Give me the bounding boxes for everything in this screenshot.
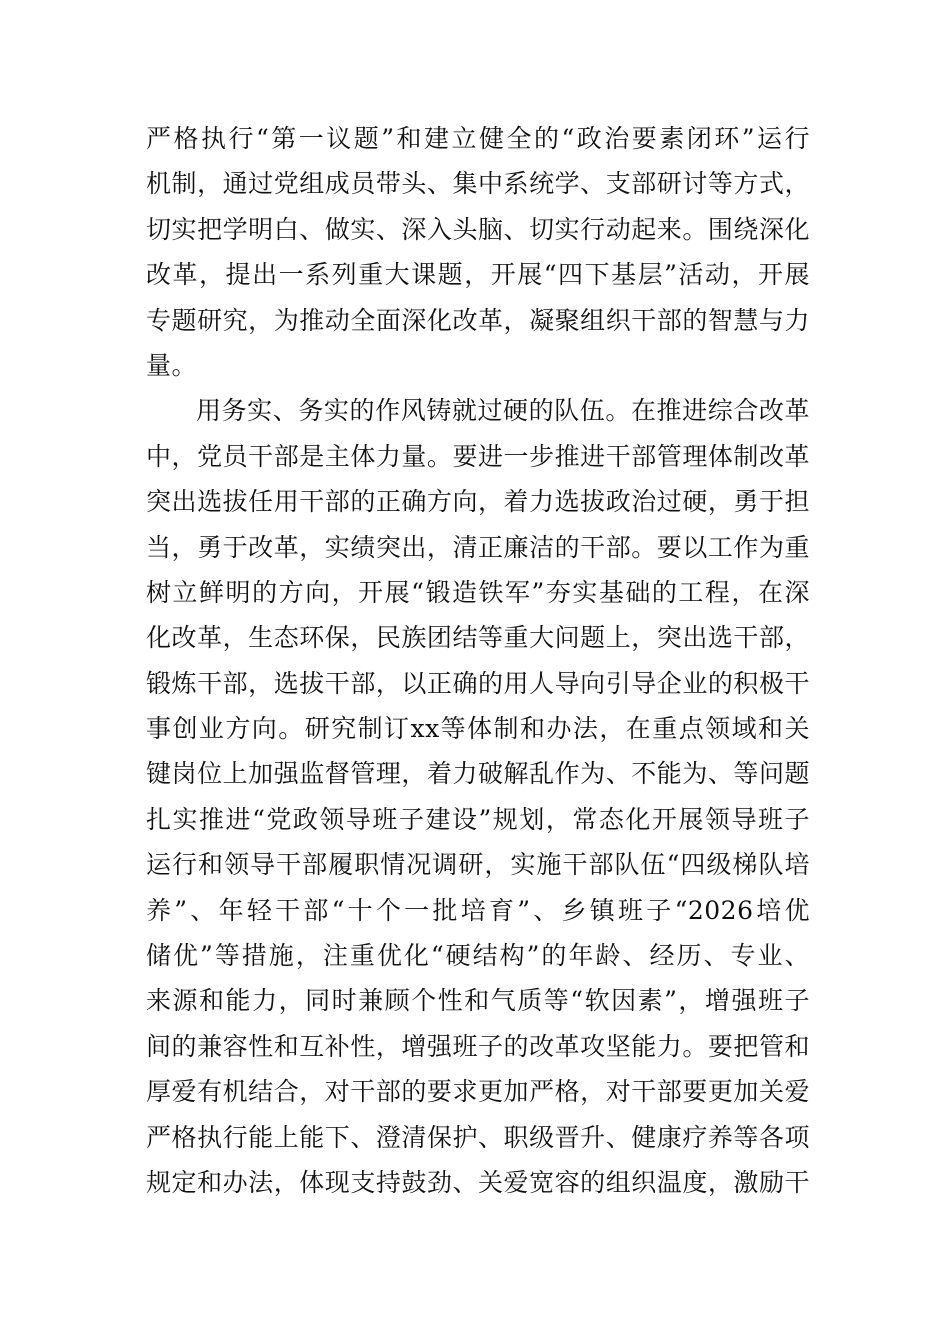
text-line: 树立鲜明的方向，开展“锻造铁军”夯实基础的工程，在深 — [146, 577, 810, 607]
text-line: 锻炼干部，选拔干部，以正确的用人导向引导企业的积极干 — [146, 668, 810, 698]
text-line: 当，勇于改革，实绩突出，清正廉洁的干部。要以工作为重 — [146, 532, 810, 562]
text-line: 化改革，生态环保，民族团结等重大问题上，突出选干部， — [146, 623, 810, 653]
text-line: 储优”等措施，注重优化“硬结构”的年龄、经历、专业、 — [146, 941, 810, 971]
text-line: 养”、年轻干部“十个一批培育”、乡镇班子“2026培优 — [146, 895, 810, 925]
text-line: 厚爱有机结合，对干部的要求更加严格，对干部要更加关爱 — [146, 1077, 810, 1107]
text-line: 突出选拔任用干部的正确方向，着力选拔政治过硬，勇于担 — [146, 487, 810, 517]
text-line: 间的兼容性和互补性，增强班子的改革攻坚能力。要把管和 — [146, 1031, 810, 1061]
text-line: 量。 — [146, 350, 198, 380]
text-line: 机制，通过党组成员带头、集中系统学、支部研讨等方式， — [146, 169, 810, 199]
text-line: 切实把学明白、做实、深入头脑、切实行动起来。围绕深化 — [146, 214, 810, 244]
text-line: 严格执行能上能下、澄清保护、职级晋升、健康疗养等各项 — [146, 1122, 810, 1152]
text-line: 规定和办法，体现支持鼓劲、关爱宽容的组织温度，激励干 — [146, 1167, 810, 1197]
text-line: 改革，提出一系列重大课题，开展“四下基层”活动，开展 — [146, 260, 810, 290]
text-line: 严格执行“第一议题”和建立健全的“政治要素闭环”运行 — [146, 124, 810, 153]
text-line: 事创业方向。研究制订xx等体制和办法，在重点领域和关 — [146, 714, 810, 744]
body-text — [146, 116, 810, 1205]
text-line: 来源和能力，同时兼顾个性和气质等“软因素”，增强班子 — [146, 986, 810, 1016]
text-line: 中，党员干部是主体力量。要进一步推进干部管理体制改革 — [146, 441, 810, 471]
text-line: 扎实推进“党政领导班子建设”规划，常态化开展领导班子 — [146, 804, 810, 834]
text-line: 运行和领导干部履职情况调研，实施干部队伍“四级梯队培 — [146, 850, 810, 880]
text-line: 专题研究，为推动全面深化改革，凝聚组织干部的智慧与力 — [146, 305, 810, 335]
paragraph-first-line: 用务实、务实的作风铸就过硬的队伍。在推进综合改革 — [196, 396, 810, 426]
text-line: 键岗位上加强监督管理，着力破解乱作为、不能为、等问题 — [146, 759, 810, 789]
